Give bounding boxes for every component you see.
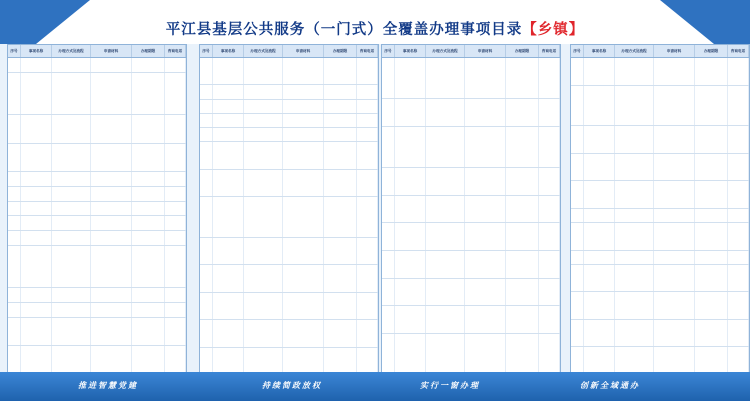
table-row [200,348,378,374]
col-phone: 咨询电话 [357,45,378,57]
table-body [571,58,749,374]
table-row [571,320,749,348]
table-row [8,288,186,303]
table-row [200,85,378,99]
table-header [382,45,560,58]
table-row [382,306,560,334]
table-row [8,231,186,246]
table-row [382,99,560,127]
col-materials: 申请材料 [465,45,506,57]
title-highlight: 【乡镇】 [522,22,585,38]
table-row [571,86,749,127]
table-row [8,144,186,173]
table-panel-1 [7,44,187,374]
table-row [382,196,560,224]
col-limit: 办理期限 [695,45,728,57]
table-row [571,126,749,154]
table-row [571,347,749,374]
table-row [382,334,560,374]
table-row [8,187,186,202]
table-panel-3 [381,44,561,374]
table-row [382,251,560,279]
col-name: 事项名称 [21,45,52,57]
table-header [200,45,378,58]
table-row [200,265,378,292]
table-row [8,303,186,318]
col-index: 序号 [8,45,21,57]
table-row [382,223,560,251]
col-name: 事项名称 [584,45,615,57]
col-name: 事项名称 [213,45,244,57]
table-row [382,58,560,99]
table-row [200,114,378,128]
table-row [382,168,560,196]
table-row [571,251,749,265]
slogan-1: 推进智慧党建 [78,381,138,390]
table-row [200,197,378,238]
page-title [0,18,750,39]
table-row [8,318,186,347]
table-row [382,127,560,168]
table-body [8,58,186,374]
col-materials: 申请材料 [654,45,695,57]
table-row [200,128,378,142]
table-row [571,154,749,182]
col-index: 序号 [200,45,213,57]
col-method: 办理方式及流程 [426,45,465,57]
col-limit: 办理期限 [506,45,539,57]
col-limit: 办理期限 [324,45,357,57]
table-row [571,292,749,320]
col-name: 事项名称 [395,45,426,57]
table-row [8,346,186,374]
table-row [8,216,186,231]
table-row [200,58,378,85]
col-method: 办理方式及流程 [615,45,654,57]
table-body [200,58,378,374]
col-phone: 咨询电话 [165,45,186,57]
table-row [8,73,186,115]
col-phone: 咨询电话 [539,45,560,57]
table-panel-4 [570,44,750,374]
col-index: 序号 [571,45,584,57]
table-row [200,320,378,347]
table-row [571,223,749,251]
col-materials: 申请材料 [283,45,324,57]
table-row [382,279,560,307]
slogan-2: 持续简政放权 [262,381,322,390]
table-row [200,142,378,169]
col-method: 办理方式及流程 [244,45,283,57]
table-row [8,115,186,144]
col-method: 办理方式及流程 [52,45,91,57]
table-row [571,58,749,86]
table-row [8,58,186,73]
table-panel-2 [199,44,379,374]
col-index: 序号 [382,45,395,57]
table-row [571,265,749,293]
table-header [571,45,749,58]
slogan-4: 创新全域通办 [580,381,640,390]
table-row [200,293,378,320]
table-row [571,209,749,223]
title-main: 平江县基层公共服务（一门式）全覆盖办理事项目录 [165,22,523,38]
col-materials: 申请材料 [91,45,132,57]
table-row [8,246,186,288]
col-phone: 咨询电话 [728,45,749,57]
slogan-3: 实行一窗办理 [420,381,480,390]
table-body [382,58,560,374]
table-row [8,202,186,217]
table-header [8,45,186,58]
table-row [200,238,378,265]
table-row [571,181,749,209]
table-row [200,170,378,197]
table-row [8,172,186,187]
col-limit: 办理期限 [132,45,165,57]
table-row [200,100,378,114]
